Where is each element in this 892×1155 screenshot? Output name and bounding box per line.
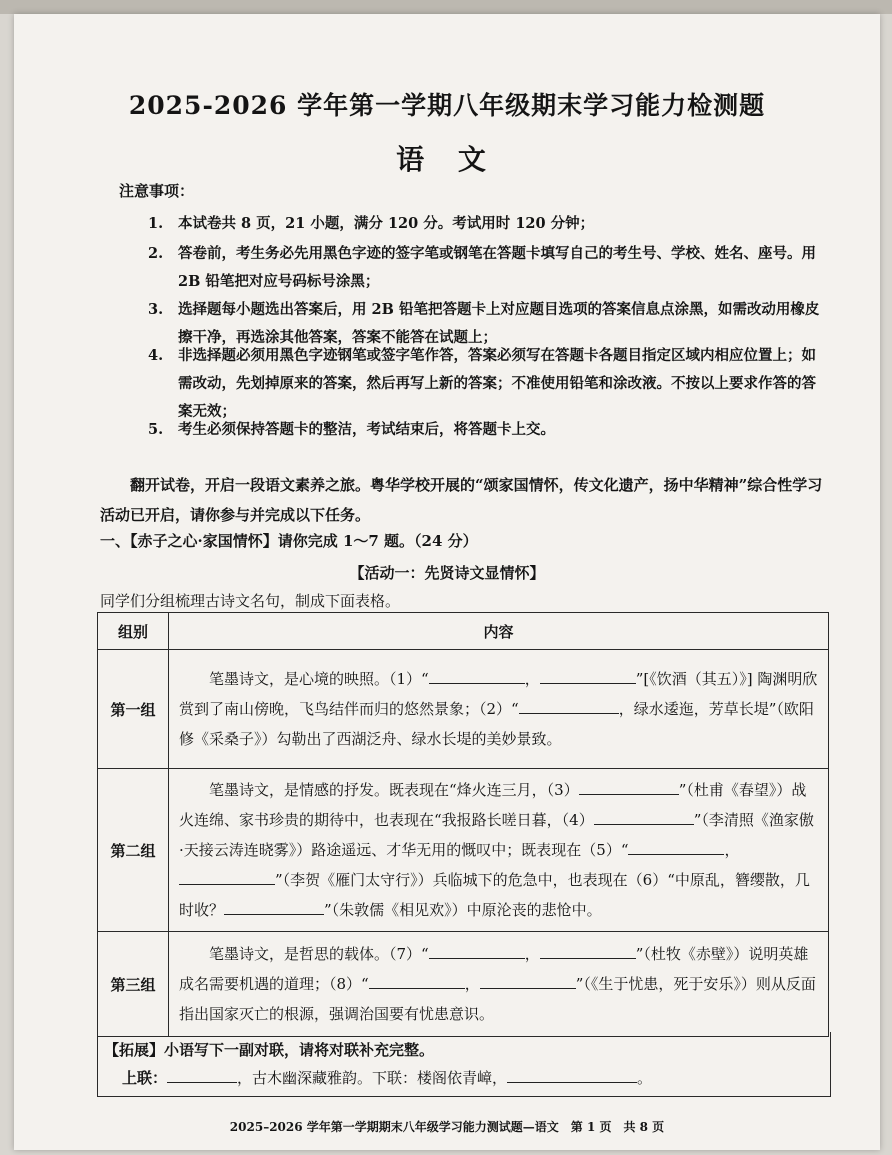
answer-blank[interactable] [519,697,619,714]
section-heading: 一、【赤子之心·家国情怀】请你完成 1～7 题。（24 分） [100,532,478,550]
note-text: 考生必须保持答题卡的整洁，考试结束后，将答题卡上交。 [178,421,555,438]
table-row [98,769,829,932]
note-text: 本试卷共 8 页，21 小题，满分 120 分。考试用时 120 分钟； [178,215,595,232]
note-item [148,342,828,426]
content-text: ”（《生于忧患，死于安乐》）则从反面指出国家灭亡的根源，强调治国要有忧患意识。 [179,975,816,1023]
header-content: 内容 [169,613,829,650]
note-number: 2. [148,245,164,262]
table-row [98,650,829,769]
table-header-row [98,613,829,650]
exam-title: 2025-2026 学年第一学期八年级期末学习能力检测题 [128,91,766,120]
group-content [169,769,829,932]
group-name: 第三组 [98,932,169,1037]
exam-subject: 语 文 [396,143,498,176]
answer-blank[interactable] [429,667,525,684]
header-group: 组别 [98,613,169,650]
note-item [148,210,828,238]
group-name: 第一组 [98,650,169,769]
note-item [148,240,828,296]
answer-blank[interactable] [369,972,465,989]
content-text: ， [724,841,740,859]
answer-blank[interactable] [224,898,324,915]
content-text: ， [524,945,540,963]
content-text: ”（杜牧《赤壁》）说明英雄成名需要机遇的道理；（8）“ [179,945,809,993]
extension-box [97,1032,831,1097]
extension-prompt [104,1036,830,1064]
page-top-edge [0,0,892,14]
note-number: 1. [148,215,164,232]
notes-heading: 注意事项： [119,182,195,200]
content-text: ，绿水逶迤，芳草长堤”（欧阳修《采桑子》）勾勒出了西湖泛舟、绿水长堤的美妙景致。 [179,700,814,748]
couplet-blank[interactable] [167,1066,237,1083]
note-text: 非选择题必须用黑色字迹钢笔或签字笔作答，答案必须写在答题卡各题目指定区域内相应位置上；如需改动，先划掉原来的答案，然后再写上新的答案；不准使用铅笔和涂改液。不按以上要求作答的答案无效； [178,347,816,420]
intro-paragraph: 翻开试卷，开启一段语文素养之旅。粤华学校开展的“颂家国情怀，传文化遗产，扬中华精神”综合性学习活动已开启，请你参与并完成以下任务。 [100,476,823,524]
couplet-blank[interactable] [507,1066,637,1083]
content-text: ”（朱敦儒《相见欢》）中原沦丧的悲怆中。 [324,901,602,919]
content-text: ， [524,670,540,688]
answer-blank[interactable] [429,942,525,959]
content-text: ， [464,975,480,993]
content-text: 笔墨诗文，是情感的抒发。既表现在“烽火连三月，（3） [209,781,579,799]
upper-label: 上联： [122,1069,168,1087]
answer-blank[interactable] [594,808,694,825]
content-text: ”（李贺《雁门太守行》）兵临城下的危急中，也表现在（6）“中原乱，簪缨散，几时收？ [179,871,810,919]
note-number: 3. [148,301,164,318]
page-footer: 2025–2026 学年第一学期期末八年级学习能力测试题—语文 第 1 页 共 8 页 [229,1120,665,1134]
answer-blank[interactable] [628,838,724,855]
note-item [148,416,828,444]
answer-blank[interactable] [480,972,576,989]
group-content [169,650,829,769]
activity-heading: 【活动一：先贤诗文显情怀】 [349,564,545,582]
answer-blank[interactable] [540,942,636,959]
note-number: 5. [148,421,164,438]
exam-paper [14,14,880,1150]
content-text: 笔墨诗文，是心境的映照。（1）“ [209,670,429,688]
answer-blank[interactable] [179,868,275,885]
group-content [169,932,829,1037]
group-name: 第二组 [98,769,169,932]
table-intro: 同学们分组梳理古诗文名句，制成下面表格。 [100,592,401,610]
extension-line: 【拓展】小语写下一副对联，请将对联补充完整。 [104,1041,435,1059]
content-text: ”（李清照《渔家傲·天接云涛连晓雾》）路途遥远、才华无用的慨叹中；既表现在（5）“ [179,811,814,859]
couplet-end: 。 [637,1069,653,1087]
note-number: 4. [148,347,164,364]
answer-blank[interactable] [579,778,679,795]
poetry-table [97,612,829,1037]
note-text: 选择题每小题选出答案后，用 2B 铅笔把答题卡上对应题目选项的答案信息点涂黑，如需改动用橡皮擦干净，再选涂其他答案，答案不能答在试题上； [178,301,820,346]
couplet-text: ，古木幽深藏雅韵。下联：楼阁依青嶂， [237,1069,508,1087]
content-text: 笔墨诗文，是哲思的载体。（7）“ [209,945,429,963]
content-text: ”[《饮酒（其五）》] 陶渊明欣赏到了南山傍晚，飞鸟结伴而归的悠然景象；（2）“ [179,670,818,718]
table-row [98,932,829,1037]
content-text: ”（杜甫《春望》）战火连绵、家书珍贵的期待中，也表现在“我报路长嗟日暮，（4） [179,781,807,829]
answer-blank[interactable] [540,667,636,684]
couplet-line [122,1064,830,1092]
note-text: 答卷前，考生务必先用黑色字迹的签字笔或钢笔在答题卡填写自己的考生号、学校、姓名、座号。用 2B 铅笔把对应号码标号涂黑； [178,245,816,290]
